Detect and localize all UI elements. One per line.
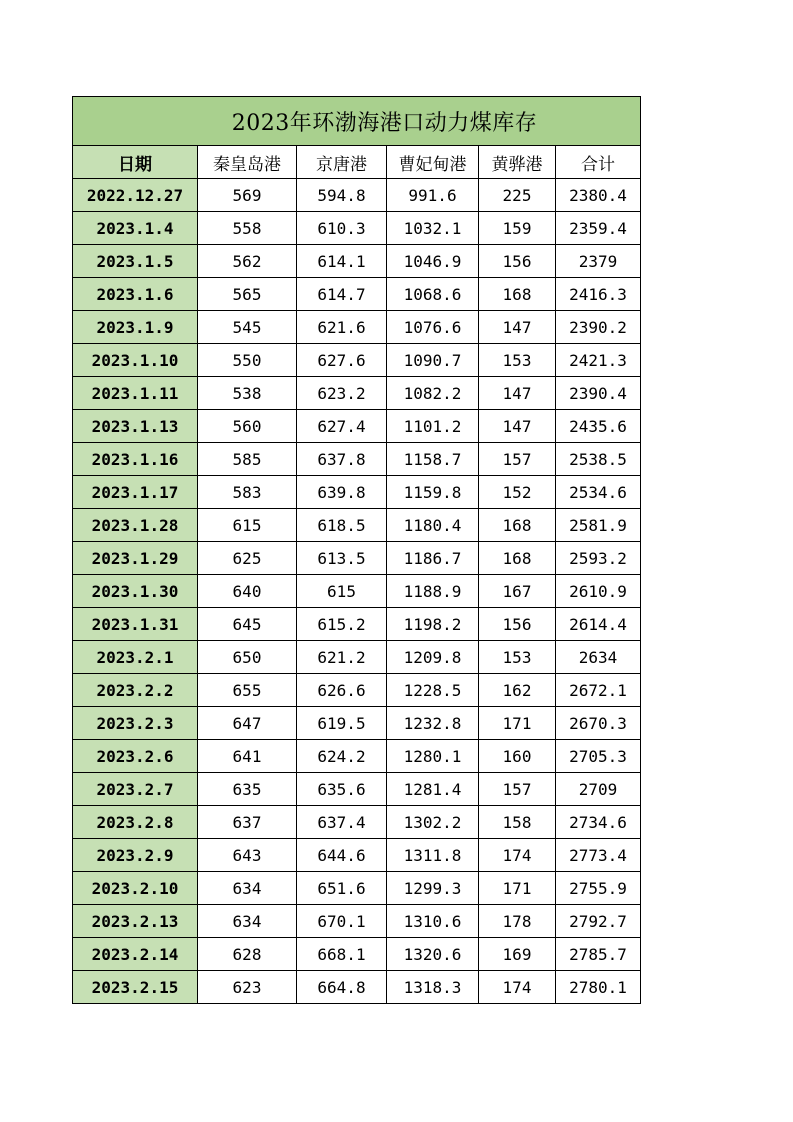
cell-qinhuangdao[interactable]: 562 [198, 245, 297, 278]
cell-jingtang[interactable]: 624.2 [297, 740, 387, 773]
cell-qinhuangdao[interactable]: 560 [198, 410, 297, 443]
table-row [73, 740, 641, 773]
column-header-jingtang[interactable]: 京唐港 [297, 146, 387, 179]
cell-huanghua[interactable]: 147 [479, 311, 556, 344]
table-title-cell[interactable] [73, 97, 641, 146]
cell-total[interactable]: 2755.9 [556, 872, 641, 905]
cell-total[interactable]: 2379 [556, 245, 641, 278]
cell-qinhuangdao[interactable]: 625 [198, 542, 297, 575]
column-header-date[interactable]: 日期 [73, 146, 198, 179]
cell-jingtang[interactable]: 635.6 [297, 773, 387, 806]
cell-huanghua[interactable]: 156 [479, 245, 556, 278]
cell-date[interactable]: 2023.1.31 [73, 608, 198, 641]
cell-huanghua[interactable]: 152 [479, 476, 556, 509]
cell-qinhuangdao[interactable]: 545 [198, 311, 297, 344]
cell-huanghua[interactable]: 174 [479, 971, 556, 1004]
cell-total[interactable]: 2359.4 [556, 212, 641, 245]
cell-total[interactable]: 2435.6 [556, 410, 641, 443]
cell-qinhuangdao[interactable]: 550 [198, 344, 297, 377]
cell-caofeidian[interactable]: 1032.1 [387, 212, 479, 245]
cell-date[interactable]: 2023.1.11 [73, 377, 198, 410]
column-header-qinhuangdao[interactable]: 秦皇岛港 [198, 146, 297, 179]
cell-jingtang[interactable]: 627.6 [297, 344, 387, 377]
cell-total[interactable]: 2610.9 [556, 575, 641, 608]
table-row [73, 377, 641, 410]
table-row [73, 344, 641, 377]
cell-total[interactable]: 2614.4 [556, 608, 641, 641]
cell-qinhuangdao[interactable]: 583 [198, 476, 297, 509]
cell-total[interactable]: 2390.4 [556, 377, 641, 410]
table-row [73, 905, 641, 938]
cell-jingtang[interactable]: 621.6 [297, 311, 387, 344]
cell-qinhuangdao[interactable]: 635 [198, 773, 297, 806]
cell-total[interactable]: 2581.9 [556, 509, 641, 542]
cell-qinhuangdao[interactable]: 538 [198, 377, 297, 410]
cell-jingtang[interactable]: 621.2 [297, 641, 387, 674]
cell-huanghua[interactable]: 157 [479, 443, 556, 476]
cell-qinhuangdao[interactable]: 569 [198, 179, 297, 212]
cell-total[interactable]: 2785.7 [556, 938, 641, 971]
cell-date[interactable]: 2023.2.7 [73, 773, 198, 806]
cell-huanghua[interactable]: 168 [479, 542, 556, 575]
cell-caofeidian[interactable]: 1082.2 [387, 377, 479, 410]
cell-qinhuangdao[interactable]: 645 [198, 608, 297, 641]
table-row [73, 839, 641, 872]
cell-qinhuangdao[interactable]: 628 [198, 938, 297, 971]
cell-qinhuangdao[interactable]: 647 [198, 707, 297, 740]
table-row [73, 476, 641, 509]
column-header-caofeidian[interactable]: 曹妃甸港 [387, 146, 479, 179]
table-row [73, 212, 641, 245]
cell-huanghua[interactable]: 168 [479, 278, 556, 311]
cell-date[interactable]: 2023.2.14 [73, 938, 198, 971]
cell-huanghua[interactable]: 157 [479, 773, 556, 806]
table-row [73, 245, 641, 278]
cell-jingtang[interactable]: 615 [297, 575, 387, 608]
cell-jingtang[interactable]: 637.4 [297, 806, 387, 839]
table-row [73, 872, 641, 905]
cell-jingtang[interactable]: 615.2 [297, 608, 387, 641]
cell-date[interactable]: 2023.2.15 [73, 971, 198, 1004]
cell-qinhuangdao[interactable]: 585 [198, 443, 297, 476]
cell-date[interactable]: 2023.1.13 [73, 410, 198, 443]
table-row [73, 674, 641, 707]
cell-caofeidian[interactable]: 1090.7 [387, 344, 479, 377]
column-header-huanghua[interactable]: 黄骅港 [479, 146, 556, 179]
cell-jingtang[interactable]: 670.1 [297, 905, 387, 938]
cell-qinhuangdao[interactable]: 615 [198, 509, 297, 542]
cell-caofeidian[interactable]: 1158.7 [387, 443, 479, 476]
cell-caofeidian[interactable]: 1188.9 [387, 575, 479, 608]
cell-caofeidian[interactable]: 1186.7 [387, 542, 479, 575]
cell-caofeidian[interactable]: 1281.4 [387, 773, 479, 806]
table-row [73, 542, 641, 575]
cell-total[interactable]: 2538.5 [556, 443, 641, 476]
table-row [73, 971, 641, 1004]
cell-huanghua[interactable]: 168 [479, 509, 556, 542]
table-row [73, 179, 641, 212]
cell-total[interactable]: 2421.3 [556, 344, 641, 377]
cell-date[interactable]: 2023.1.28 [73, 509, 198, 542]
cell-date[interactable]: 2023.2.10 [73, 872, 198, 905]
cell-huanghua[interactable]: 174 [479, 839, 556, 872]
table-row [73, 707, 641, 740]
cell-qinhuangdao[interactable]: 650 [198, 641, 297, 674]
table-row [73, 608, 641, 641]
cell-qinhuangdao[interactable]: 637 [198, 806, 297, 839]
table-row [73, 641, 641, 674]
cell-date[interactable]: 2023.2.3 [73, 707, 198, 740]
cell-date[interactable]: 2023.2.8 [73, 806, 198, 839]
cell-date[interactable]: 2023.2.13 [73, 905, 198, 938]
cell-total[interactable]: 2390.2 [556, 311, 641, 344]
cell-huanghua[interactable]: 147 [479, 377, 556, 410]
cell-huanghua[interactable]: 159 [479, 212, 556, 245]
cell-qinhuangdao[interactable]: 558 [198, 212, 297, 245]
cell-huanghua[interactable]: 160 [479, 740, 556, 773]
cell-caofeidian[interactable]: 1159.8 [387, 476, 479, 509]
cell-total[interactable]: 2593.2 [556, 542, 641, 575]
cell-date[interactable]: 2023.1.29 [73, 542, 198, 575]
cell-caofeidian[interactable]: 1299.3 [387, 872, 479, 905]
cell-caofeidian[interactable]: 1180.4 [387, 509, 479, 542]
cell-total[interactable]: 2773.4 [556, 839, 641, 872]
table-title: 2023年环渤海港口动力煤库存 [231, 110, 538, 136]
cell-huanghua[interactable]: 153 [479, 344, 556, 377]
cell-caofeidian[interactable]: 1228.5 [387, 674, 479, 707]
cell-total[interactable]: 2380.4 [556, 179, 641, 212]
cell-huanghua[interactable]: 153 [479, 641, 556, 674]
cell-jingtang[interactable]: 651.6 [297, 872, 387, 905]
cell-total[interactable]: 2780.1 [556, 971, 641, 1004]
table-row [73, 938, 641, 971]
cell-total[interactable]: 2534.6 [556, 476, 641, 509]
cell-huanghua[interactable]: 167 [479, 575, 556, 608]
cell-caofeidian[interactable]: 1076.6 [387, 311, 479, 344]
table-row [73, 509, 641, 542]
cell-jingtang[interactable]: 614.1 [297, 245, 387, 278]
cell-total[interactable]: 2672.1 [556, 674, 641, 707]
cell-total[interactable]: 2792.7 [556, 905, 641, 938]
cell-total[interactable]: 2670.3 [556, 707, 641, 740]
cell-date[interactable]: 2023.1.5 [73, 245, 198, 278]
cell-date[interactable]: 2023.1.9 [73, 311, 198, 344]
cell-total[interactable]: 2634 [556, 641, 641, 674]
cell-jingtang[interactable]: 594.8 [297, 179, 387, 212]
cell-qinhuangdao[interactable]: 634 [198, 905, 297, 938]
cell-date[interactable]: 2023.2.2 [73, 674, 198, 707]
cell-caofeidian[interactable]: 991.6 [387, 179, 479, 212]
table-row [73, 410, 641, 443]
cell-qinhuangdao[interactable]: 623 [198, 971, 297, 1004]
cell-jingtang[interactable]: 644.6 [297, 839, 387, 872]
table-row [73, 806, 641, 839]
cell-caofeidian[interactable]: 1310.6 [387, 905, 479, 938]
cell-qinhuangdao[interactable]: 634 [198, 872, 297, 905]
cell-jingtang[interactable]: 610.3 [297, 212, 387, 245]
cell-jingtang[interactable]: 637.8 [297, 443, 387, 476]
cell-caofeidian[interactable]: 1311.8 [387, 839, 479, 872]
cell-date[interactable]: 2023.1.16 [73, 443, 198, 476]
cell-total[interactable]: 2705.3 [556, 740, 641, 773]
cell-caofeidian[interactable]: 1320.6 [387, 938, 479, 971]
cell-qinhuangdao[interactable]: 565 [198, 278, 297, 311]
table-row [73, 773, 641, 806]
cell-caofeidian[interactable]: 1209.8 [387, 641, 479, 674]
cell-jingtang[interactable]: 664.8 [297, 971, 387, 1004]
cell-date[interactable]: 2023.2.9 [73, 839, 198, 872]
spreadsheet-sheet [72, 96, 640, 1004]
header-row [73, 146, 641, 179]
cell-huanghua[interactable]: 156 [479, 608, 556, 641]
cell-jingtang[interactable]: 627.4 [297, 410, 387, 443]
cell-caofeidian[interactable]: 1232.8 [387, 707, 479, 740]
cell-date[interactable]: 2023.2.1 [73, 641, 198, 674]
cell-jingtang[interactable]: 614.7 [297, 278, 387, 311]
cell-qinhuangdao[interactable]: 643 [198, 839, 297, 872]
cell-caofeidian[interactable]: 1302.2 [387, 806, 479, 839]
cell-huanghua[interactable]: 158 [479, 806, 556, 839]
cell-qinhuangdao[interactable]: 655 [198, 674, 297, 707]
column-header-total[interactable]: 合计 [556, 146, 641, 179]
cell-huanghua[interactable]: 178 [479, 905, 556, 938]
cell-date[interactable]: 2023.1.4 [73, 212, 198, 245]
cell-total[interactable]: 2734.6 [556, 806, 641, 839]
cell-jingtang[interactable]: 613.5 [297, 542, 387, 575]
cell-jingtang[interactable]: 639.8 [297, 476, 387, 509]
cell-caofeidian[interactable]: 1101.2 [387, 410, 479, 443]
cell-huanghua[interactable]: 171 [479, 707, 556, 740]
cell-jingtang[interactable]: 618.5 [297, 509, 387, 542]
cell-jingtang[interactable]: 623.2 [297, 377, 387, 410]
table-row [73, 311, 641, 344]
cell-caofeidian[interactable]: 1198.2 [387, 608, 479, 641]
cell-huanghua[interactable]: 171 [479, 872, 556, 905]
cell-jingtang[interactable]: 668.1 [297, 938, 387, 971]
cell-date[interactable]: 2023.1.10 [73, 344, 198, 377]
cell-qinhuangdao[interactable]: 640 [198, 575, 297, 608]
cell-jingtang[interactable]: 619.5 [297, 707, 387, 740]
cell-qinhuangdao[interactable]: 641 [198, 740, 297, 773]
cell-total[interactable]: 2709 [556, 773, 641, 806]
table-row [73, 443, 641, 476]
cell-huanghua[interactable]: 147 [479, 410, 556, 443]
cell-date[interactable]: 2023.2.6 [73, 740, 198, 773]
cell-huanghua[interactable]: 225 [479, 179, 556, 212]
cell-total[interactable]: 2416.3 [556, 278, 641, 311]
cell-huanghua[interactable]: 162 [479, 674, 556, 707]
coal-inventory-table [72, 96, 641, 1004]
cell-date[interactable]: 2023.1.6 [73, 278, 198, 311]
table-row [73, 575, 641, 608]
cell-caofeidian[interactable]: 1046.9 [387, 245, 479, 278]
cell-caofeidian[interactable]: 1318.3 [387, 971, 479, 1004]
cell-caofeidian[interactable]: 1280.1 [387, 740, 479, 773]
cell-huanghua[interactable]: 169 [479, 938, 556, 971]
cell-date[interactable]: 2023.1.17 [73, 476, 198, 509]
cell-date[interactable]: 2023.1.30 [73, 575, 198, 608]
cell-date[interactable]: 2022.12.27 [73, 179, 198, 212]
cell-jingtang[interactable]: 626.6 [297, 674, 387, 707]
table-row [73, 278, 641, 311]
cell-caofeidian[interactable]: 1068.6 [387, 278, 479, 311]
